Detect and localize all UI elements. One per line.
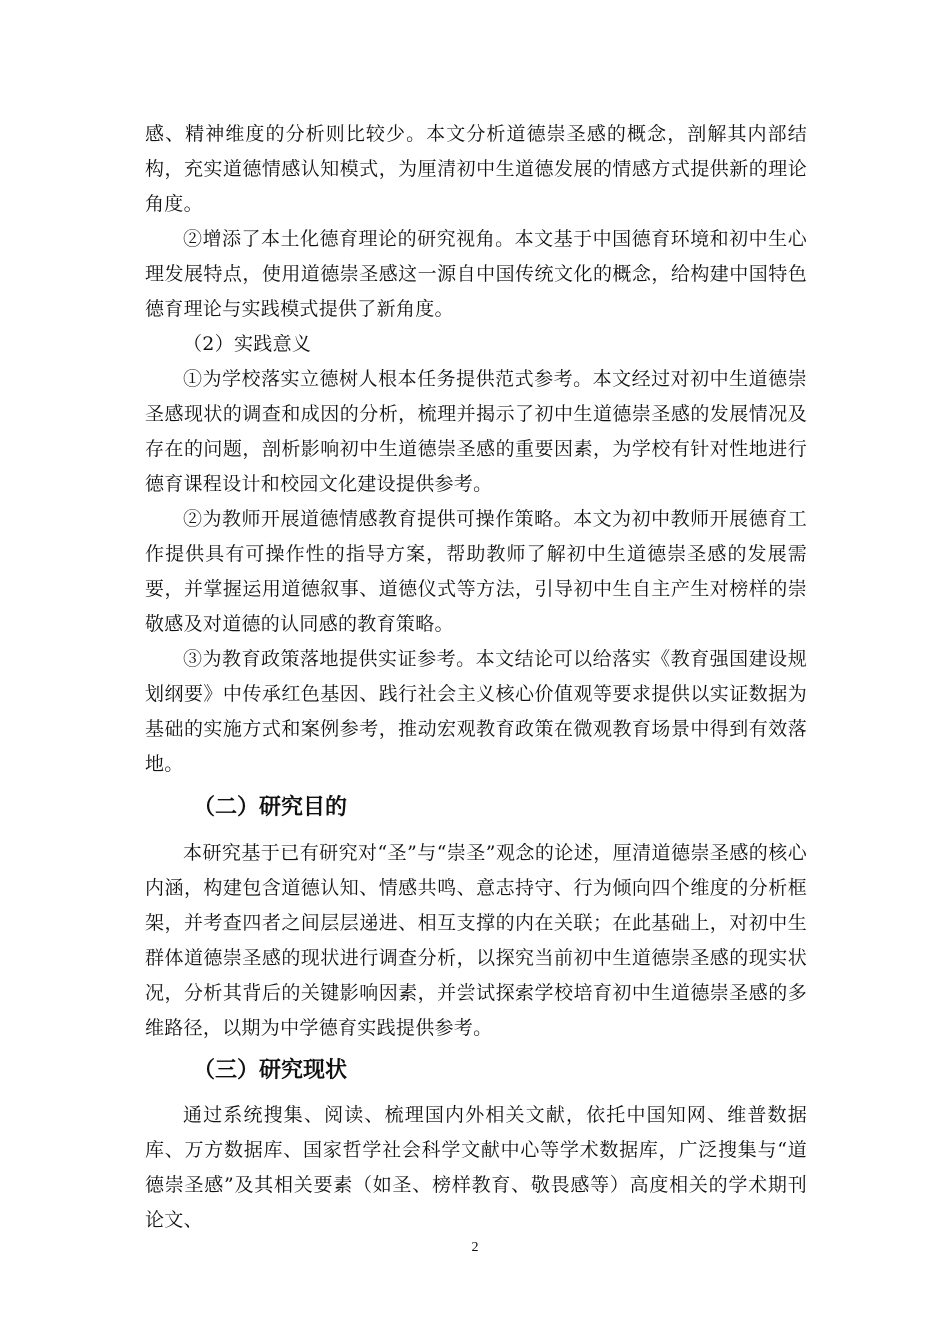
body-text-block-3: [145, 1098, 807, 1238]
paragraph-research-purpose: 本研究基于已有研究对“圣”与“崇圣”观念的论述，厘清道德崇圣感的核心内涵，构建包含道德认知、情感共鸣、意志持守、行为倾向四个维度的分析框架，并考查四者之间层层递进、相互支撑的内在关联；在此基础上，对初中生群体道德崇圣感的现状进行调查分析，以探究当前初中生道德崇圣感的现实状况，分析其背后的关键影响因素，并尝试探索学校培育初中生道德崇圣感的多维路径，以期为中学德育实践提供参考。: [145, 842, 807, 1039]
section-heading-research-status: （三）研究现状: [193, 1058, 348, 1083]
body-text-block-1: [145, 117, 807, 782]
body-text-block-2: [145, 836, 807, 1046]
paragraph-continuation: 感、精神维度的分析则比较少。本文分析道德崇圣感的概念，剖解其内部结构，充实道德情感认知模式，为厘清初中生道德发展的情感方式提供新的理论角度。: [145, 123, 807, 215]
section-heading-research-purpose: （二）研究目的: [193, 795, 348, 820]
paragraph-policy-reference: ③为教育政策落地提供实证参考。本文结论可以给落实《教育强国建设规划纲要》中传承红色基因、践行社会主义核心价值观等要求提供以实证数据为基础的实施方式和案例参考，推动宏观教育政策在微观教育场景中得到有效落地。: [145, 648, 807, 775]
paragraph-teacher-strategy: ②为教师开展道德情感教育提供可操作策略。本文为初中教师开展德育工作提供具有可操作性的指导方案，帮助教师了解初中生道德崇圣感的发展需要，并掌握运用道德叙事、道德仪式等方法，引导初中生自主产生对榜样的崇敬感及对道德的认同感的教育策略。: [145, 508, 807, 635]
paragraph-localized-theory: ②增添了本土化德育理论的研究视角。本文基于中国德育环境和初中生心理发展特点，使用道德崇圣感这一源自中国传统文化的概念，给构建中国特色德育理论与实践模式提供了新角度。: [145, 228, 807, 320]
subheading-practical-significance: （2）实践意义: [183, 333, 312, 355]
paragraph-research-status: 通过系统搜集、阅读、梳理国内外相关文献，依托中国知网、维普数据库、万方数据库、国家哲学社会科学文献中心等学术数据库，广泛搜集与“道德崇圣感”及其相关要素（如圣、榜样教育、敬畏感等）高度相关的学术期刊论文、: [145, 1104, 807, 1231]
paragraph-school-reference: ①为学校落实立德树人根本任务提供范式参考。本文经过对初中生道德崇圣感现状的调查和成因的分析，梳理并揭示了初中生道德崇圣感的发展情况及存在的问题，剖析影响初中生道德崇圣感的重要因素，为学校有针对性地进行德育课程设计和校园文化建设提供参考。: [145, 368, 807, 495]
page-number: 2: [471, 1240, 479, 1255]
